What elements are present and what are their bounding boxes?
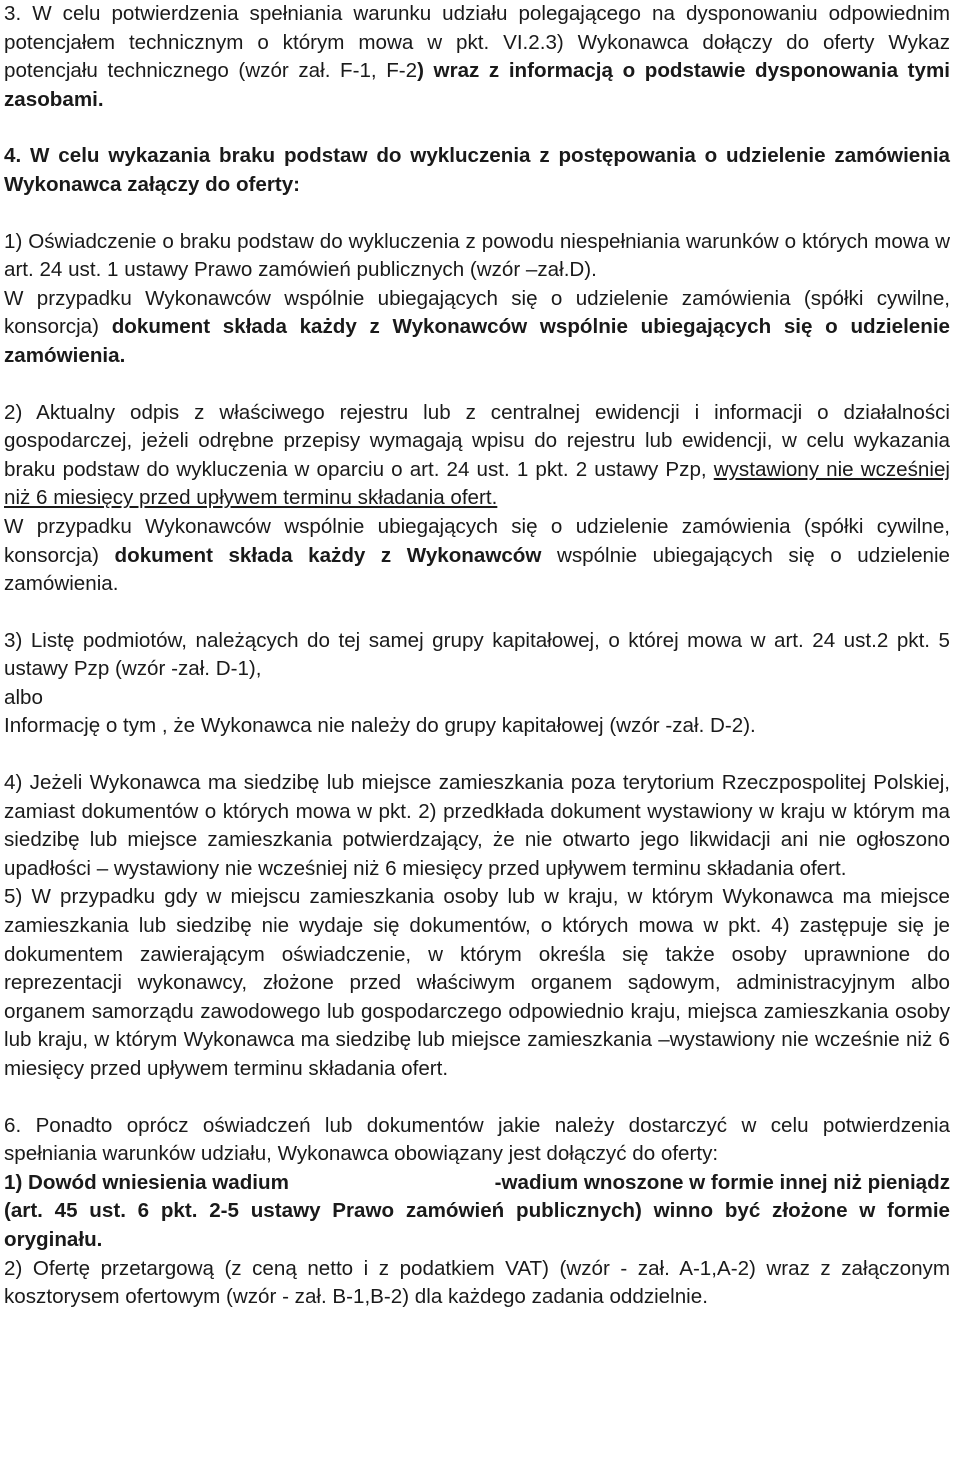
- note-bold-text: dokument składa każdy z Wykonawców: [114, 543, 542, 567]
- item-6-point-1-rest: (art. 45 ust. 6 pkt. 2-5 ustawy Prawo zamówień publicznych) winno być złożone w formie oryginału.: [4, 1199, 950, 1251]
- note-text: W przypadku Wykonawców wspólnie ubiegających się o udzielenie zamówienia (spółki cywilne, konsorcja): [4, 514, 950, 567]
- item-4-point-4: 4) Jeżeli Wykonawca ma siedzibę lub miejsce zamieszkania poza terytorium Rzeczpospolitej Polskiej, zamiast dokumentów o których mowa w pkt. 2) przedkłada dokument wystawiony w kraju w którym ma siedzibę lub miejsce zamieszkania potwierdzający, że nie otwarto jego likwidacji ani nie ogłoszono upadłości – wystawiony nie wcześniej niż 6 miesięcy przed upływem terminu składania ofert.: [4, 771, 950, 880]
- item-6-point-1-row: [4, 1169, 950, 1198]
- item-4-point-1-note: [4, 285, 950, 371]
- item-3-paragraph: [4, 0, 950, 114]
- item-6-heading: 6. Ponadto oprócz oświadczeń lub dokumentów jakie należy dostarczyć w celu potwierdzenia spełniania warunków udziału, Wykonawca obowiązany jest dołączyć do oferty:: [4, 1113, 950, 1166]
- note-text: W przypadku Wykonawców wspólnie ubiegających się o udzielenie zamówienia (spółki cywilne, konsorcja): [4, 286, 950, 339]
- item-3-text: 3. W celu potwierdzenia spełniania warunku udziału polegającego na dysponowaniu odpowiednim potencjałem technicznym o którym mowa w pkt. VI.2.3) Wykonawca dołączy do oferty Wykaz potencjału technicznego (wzór zał. F-1, F-2: [4, 2, 950, 83]
- item-4-point-5: 5) W przypadku gdy w miejscu zamieszkania osoby lub w kraju, w którym Wykonawca ma miejsce zamieszkania lub siedzibę nie wydaje się dokumentów, o których mowa w pkt. 4) zastępuje się je dokumentem zawierającym oświadczenie, w którym określa się także osoby uprawnione do reprezentacji wykonawcy, złożone przed właściwym organem sądowym, administracyjnym albo organem samorządu zawodowego lub gospodarczego odpowiednio kraju, miejsca zamieszkania osoby lub kraju, w którym Wykonawca ma siedzibę lub miejsce zamieszkania –wystawiony nie wcześnie niż 6 miesięcy przed upływem terminu składania ofert.: [4, 885, 950, 1080]
- item-6-point-1-label: 1) Dowód wniesienia wadium: [4, 1170, 289, 1194]
- spacer: [4, 599, 950, 627]
- item-4-point-2: [4, 399, 950, 513]
- item-4-point-1: 1) Oświadczenie o braku podstaw do wykluczenia z powodu niespełniania warunków o których mowa w art. 24 ust. 1 ustawy Prawo zamówień publicznych (wzór –zał.D).: [4, 229, 950, 282]
- note-end-text: wspólnie ubiegających się o udzielenie zamówienia.: [4, 543, 950, 596]
- point-2-underlined-text: wystawiony nie wcześniej niż 6 miesięcy przed upływem terminu składania ofert.: [4, 457, 950, 510]
- item-4-point-3-alt: Informację o tym , że Wykonawca nie należy do grupy kapitałowej (wzór -zał. D-2).: [4, 714, 756, 738]
- item-4-point-2-note: [4, 513, 950, 599]
- item-4-point-3: 3) Listę podmiotów, należących do tej samej grupy kapitałowej, o której mowa w art. 24 ust.2 pkt. 5 ustawy Pzp (wzór -zał. D-1),: [4, 628, 950, 681]
- item-6-point-1-note: -wadium wnoszone w formie innej niż pieniądz: [494, 1170, 950, 1194]
- spacer: [4, 200, 950, 228]
- spacer: [4, 371, 950, 399]
- spacer: [4, 1084, 950, 1112]
- item-6-point-2: 2) Ofertę przetargową (z ceną netto i z podatkiem VAT) (wzór - zał. A-1,A-2) wraz z załączonym kosztorysem ofertowym (wzór - zał. B-1,B-2) dla każdego zadania oddzielnie.: [4, 1256, 950, 1309]
- item-4-heading: 4. W celu wykazania braku podstaw do wykluczenia z postępowania o udzielenie zamówienia Wykonawca załączy do oferty:: [4, 144, 950, 196]
- item-4-point-3-or: albo: [4, 685, 43, 709]
- spacer: [4, 114, 950, 142]
- spacer: [4, 741, 950, 769]
- note-bold-text: dokument składa każdy z Wykonawców wspólnie ubiegających się o udzielenie zamówienia.: [4, 315, 951, 367]
- item-3-bold-text: ) wraz z informacją o podstawie dysponowania tymi zasobami.: [4, 59, 950, 111]
- point-2-text: 2) Aktualny odpis z właściwego rejestru lub z centralnej ewidencji i informacji o działalności gospodarczej, jeżeli odrębne przepisy wymagają wpisu do rejestru lub ewidencji, w celu wykazania braku podstaw do wykluczenia w oparciu o art. 24 ust. 1 pkt. 2 ustawy Pzp,: [4, 400, 950, 481]
